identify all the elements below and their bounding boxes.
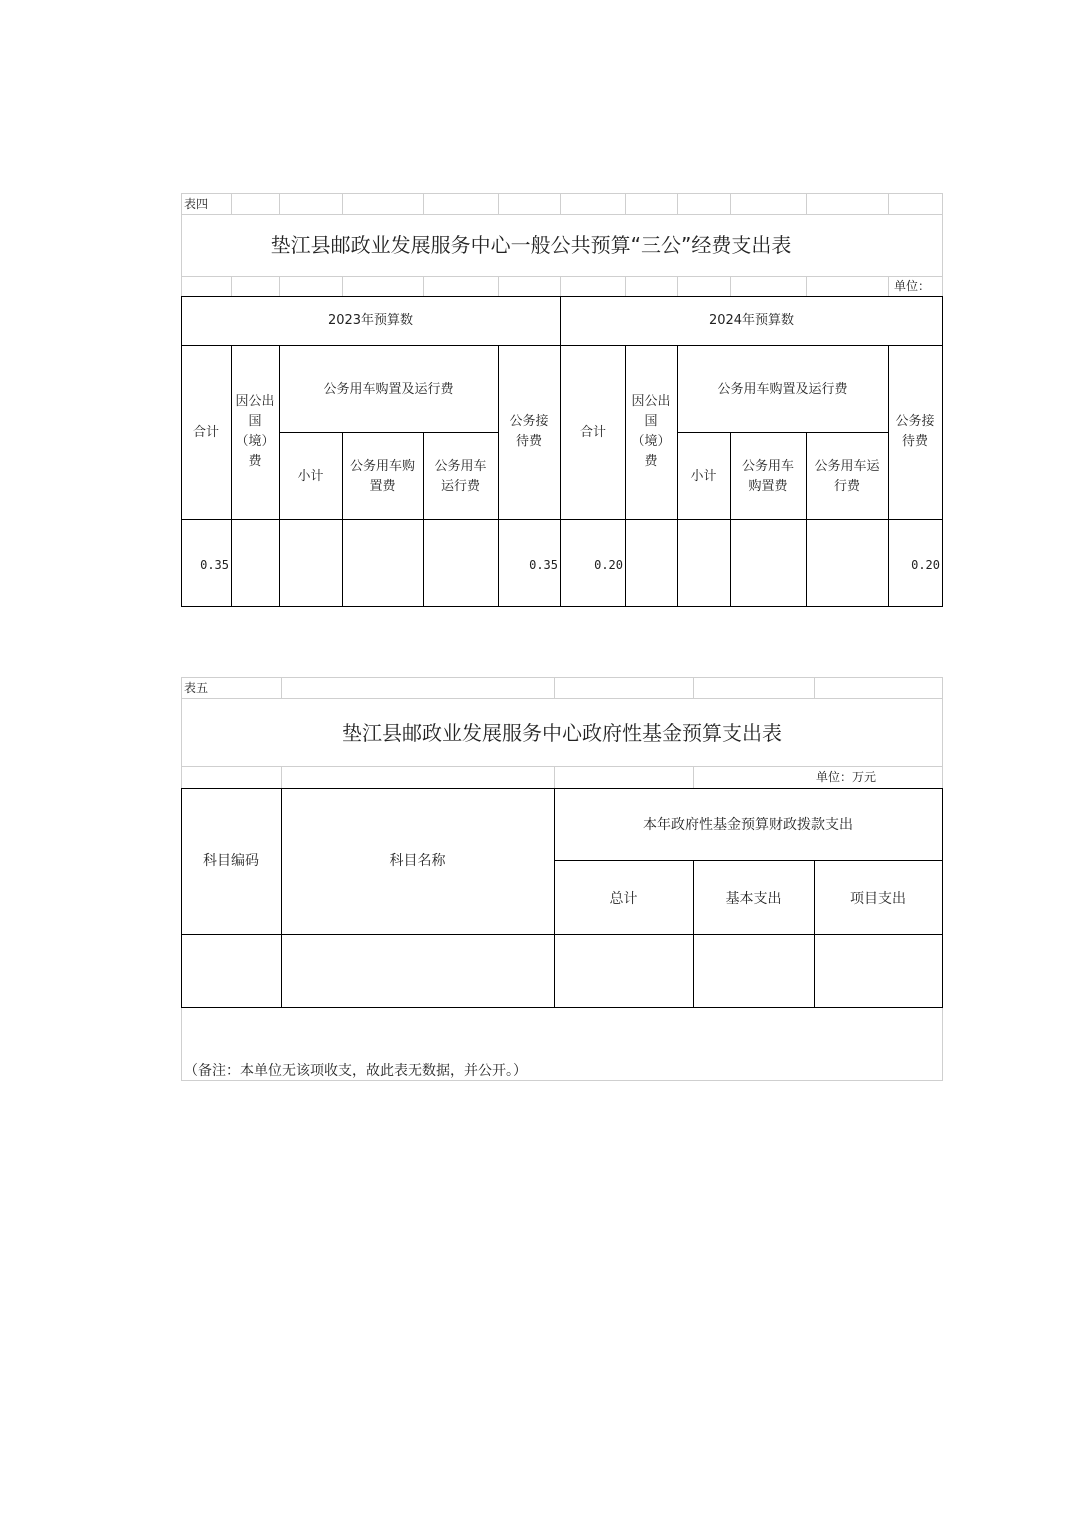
table-tag: 表四 — [184, 197, 209, 211]
group-2024: 2024年预算数 — [708, 313, 795, 328]
header-total: 总计 — [609, 891, 638, 907]
header-total-2023: 合计 — [192, 425, 219, 440]
cell-reception-2023: 0.35 — [529, 558, 558, 572]
header-group: 本年政府性基金预算财政拨款支出 — [643, 817, 853, 833]
header-reception-2023: 公务接 待费 — [509, 414, 549, 449]
cell-total-2024: 0.20 — [594, 558, 623, 572]
header-name: 科目名称 — [389, 853, 446, 869]
header-operation-2023: 公务用车 运行费 — [434, 459, 487, 494]
header-code: 科目编码 — [203, 853, 259, 869]
header-total-2024: 合计 — [579, 425, 606, 440]
table-title: 垫江县邮政业发展服务中心一般公共预算“三公”经费支出表 — [270, 233, 792, 257]
cell-reception-2024: 0.20 — [911, 558, 940, 572]
table-tag: 表五 — [184, 681, 209, 695]
header-subtotal-2023: 小计 — [297, 469, 324, 484]
group-2023: 2023年预算数 — [327, 313, 414, 328]
unit-label: 单位： — [894, 279, 931, 293]
header-operation-2024: 公务用车运 行费 — [814, 459, 880, 494]
header-subtotal-2024: 小计 — [690, 469, 717, 484]
header-reception-2024: 公务接 待费 — [895, 414, 935, 449]
cell-total-2023: 0.35 — [200, 558, 229, 572]
header-basic: 基本支出 — [725, 891, 782, 907]
header-abroad-2024: 因公出 国 （境） 费 — [631, 394, 671, 469]
table-title: 垫江县邮政业发展服务中心政府性基金预算支出表 — [342, 721, 782, 745]
table-note: （备注：本单位无该项收支，故此表无数据，并公开。） — [184, 1063, 527, 1079]
header-abroad-2023: 因公出 国 （境） 费 — [235, 394, 275, 469]
header-purchase-2023: 公务用车购 置费 — [349, 459, 415, 494]
unit-label: 单位：万元 — [816, 770, 877, 784]
header-purchase-2024: 公务用车 购置费 — [741, 459, 794, 494]
header-project: 项目支出 — [850, 891, 906, 907]
header-vehicle-2023: 公务用车购置及运行费 — [323, 382, 454, 397]
header-vehicle-2024: 公务用车购置及运行费 — [717, 382, 848, 397]
